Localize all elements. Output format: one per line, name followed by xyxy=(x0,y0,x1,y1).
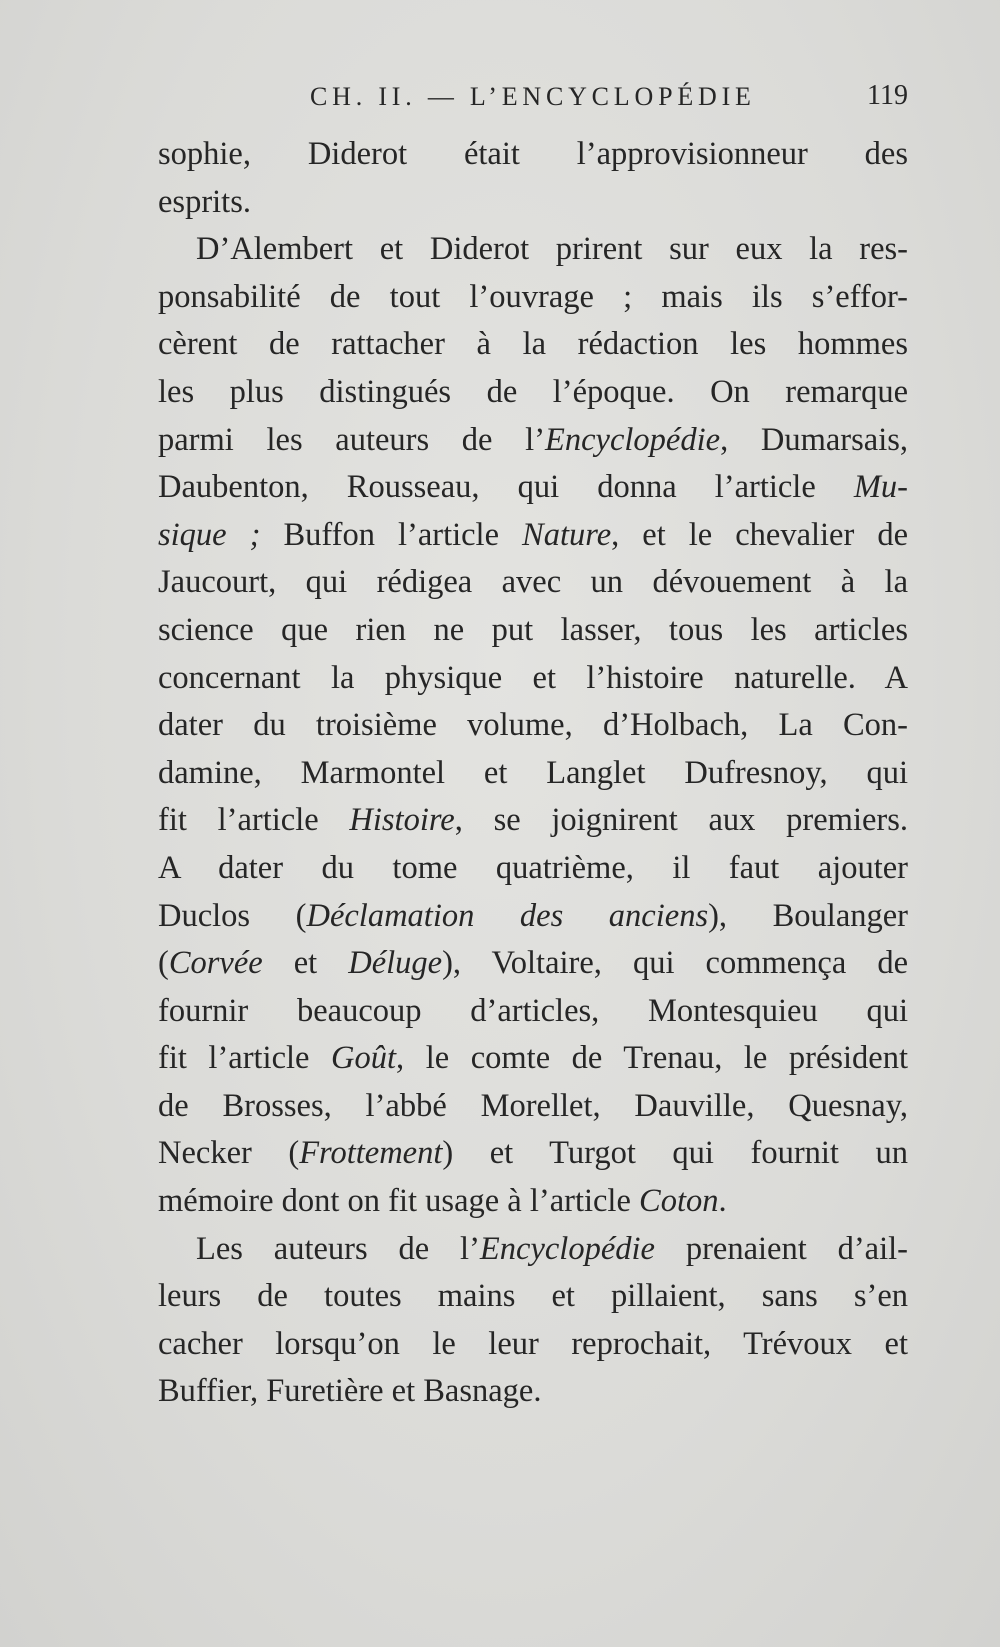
text-line xyxy=(158,750,908,798)
text-line xyxy=(158,702,908,750)
text-run: concernant la physique et l’histoire naturelle. A xyxy=(158,659,908,696)
text-run: de Brosses, l’abbé Morellet, Dauville, Quesnay, xyxy=(158,1087,908,1124)
text-run: dater du troisième volume, d’Holbach, La Con- xyxy=(158,707,908,744)
text-run: sophie, Diderot était l’approvisionneur des xyxy=(158,136,908,172)
body-text xyxy=(158,131,908,1416)
text-run: ( xyxy=(158,945,169,982)
text-run: leurs de toutes mains et pillaient, sans s’en xyxy=(158,1278,908,1315)
text-run: parmi les auteurs de l’ xyxy=(158,421,546,458)
text-line xyxy=(158,1035,908,1083)
italic-text: Nature xyxy=(522,516,612,553)
text-line xyxy=(158,559,908,607)
italic-text: Mu- xyxy=(853,469,908,506)
text-run: Les auteurs de l’ xyxy=(196,1230,480,1267)
italic-text: Frottement xyxy=(299,1135,443,1172)
text-run: ), Boulanger xyxy=(708,897,908,934)
italic-text: sique ; xyxy=(158,516,261,553)
text-line xyxy=(158,464,908,512)
text-line xyxy=(158,1178,908,1226)
text-run: mémoire dont on fit usage à l’article xyxy=(158,1183,640,1220)
text-run: prenaient d’ail- xyxy=(654,1230,908,1267)
text-line xyxy=(158,1321,908,1369)
text-run: ponsabilité de tout l’ouvrage ; mais ils s’effor- xyxy=(158,278,908,315)
text-line xyxy=(158,1368,908,1416)
page-number: 119 xyxy=(867,80,908,111)
text-line xyxy=(158,940,908,988)
text-line xyxy=(158,893,908,941)
text-run: . xyxy=(718,1183,727,1220)
italic-text: Histoire xyxy=(349,802,455,839)
text-line xyxy=(158,321,908,369)
text-run: fournir beaucoup d’articles, Montesquieu qui xyxy=(158,992,908,1029)
text-run: Daubenton, Rousseau, qui donna l’article xyxy=(158,469,854,506)
text-line xyxy=(158,988,908,1036)
text-run: cèrent de rattacher à la rédaction les hommes xyxy=(158,326,908,363)
text-run: , le comte de Trenau, le président xyxy=(396,1040,909,1077)
italic-text: Coton xyxy=(639,1183,719,1220)
text-line xyxy=(158,797,908,845)
text-line xyxy=(158,1083,908,1131)
text-line xyxy=(158,607,908,655)
italic-text: Encyclopédie xyxy=(479,1230,655,1267)
text-run: fit l’article xyxy=(158,802,350,839)
text-line xyxy=(158,1273,908,1321)
chapter-title: CH. II. — L’ENCYCLOPÉDIE xyxy=(310,82,756,111)
text-line xyxy=(158,512,908,560)
text-line xyxy=(158,1226,908,1274)
italic-text: Encyclopédie xyxy=(545,421,721,458)
text-line xyxy=(158,179,908,227)
text-line xyxy=(158,655,908,703)
text-run: Buffon l’article xyxy=(260,516,523,553)
text-run: damine, Marmontel et Langlet Dufresnoy, qui xyxy=(158,754,908,791)
text-line xyxy=(158,369,908,417)
text-run: , Dumarsais, xyxy=(720,421,908,458)
text-run: Jaucourt, qui rédigea avec un dévouement à la xyxy=(158,564,908,601)
text-run: , se joignirent aux premiers. xyxy=(454,802,908,839)
text-run: esprits. xyxy=(158,183,251,220)
text-run: , et le chevalier de xyxy=(611,516,908,553)
text-run: et xyxy=(262,945,349,982)
text-line xyxy=(158,274,908,322)
text-run: A dater du tome quatrième, il faut ajouter xyxy=(158,849,908,886)
text-line xyxy=(158,1130,908,1178)
text-run: fit l’article xyxy=(158,1040,332,1077)
italic-text: Déclamation des anciens xyxy=(306,897,709,934)
text-line xyxy=(158,131,908,179)
italic-text: Goût xyxy=(331,1040,397,1077)
italic-text: Déluge xyxy=(348,945,443,982)
text-run: D’Alembert et Diderot prirent sur eux la res- xyxy=(196,231,908,268)
running-head xyxy=(160,72,908,122)
text-run: ), Voltaire, qui commença de xyxy=(442,945,908,982)
text-run: Duclos ( xyxy=(158,897,307,934)
text-line xyxy=(158,417,908,465)
italic-text: Corvée xyxy=(168,945,263,982)
text-run: les plus distingués de l’époque. On remarque xyxy=(158,373,908,410)
text-run: science que rien ne put lasser, tous les articles xyxy=(158,611,908,648)
text-line xyxy=(158,226,908,274)
text-run: Buffier, Furetière et Basnage. xyxy=(158,1373,542,1410)
text-run: cacher lorsqu’on le leur reprochait, Trévoux et xyxy=(158,1325,908,1362)
text-run: Necker ( xyxy=(158,1135,300,1172)
text-run: ) et Turgot qui fournit un xyxy=(442,1135,908,1172)
text-line xyxy=(158,845,908,893)
